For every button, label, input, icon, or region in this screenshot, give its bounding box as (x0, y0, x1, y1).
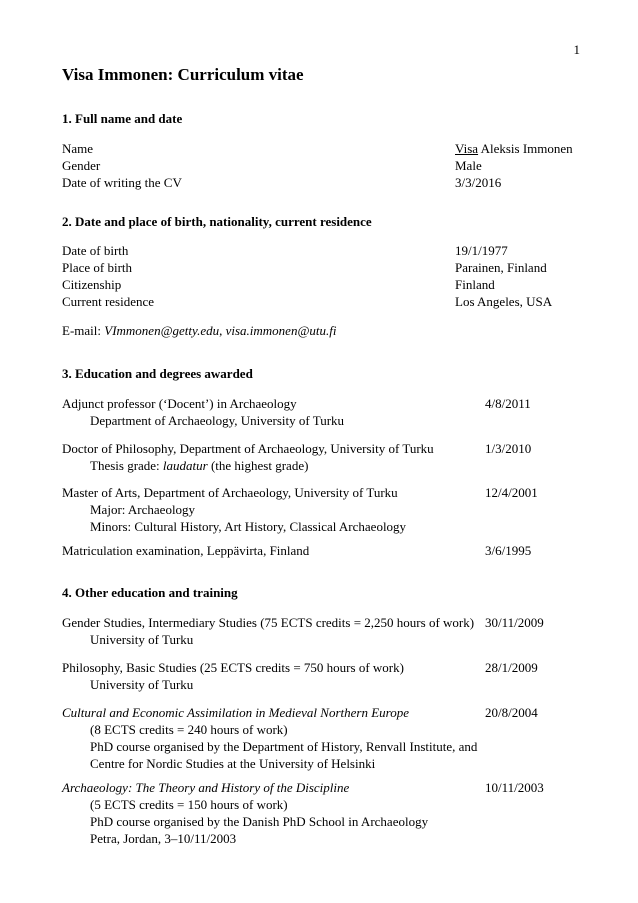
entry-title: Doctor of Philosophy, Department of Archaeology, University of Turku (62, 441, 434, 456)
field-row-birth-place (62, 259, 582, 276)
field-value: Parainen, Finland (455, 260, 547, 275)
entry-title-row (62, 779, 582, 796)
entry-detail-row (62, 813, 582, 830)
name-first-underlined: Visa (455, 141, 479, 156)
email-line (62, 322, 337, 339)
entry-detail: Minors: Cultural History, Art History, Classical Archaeology (90, 519, 407, 534)
entry-detail: PhD course organised by the Department of History, Renvall Institute, and (90, 739, 478, 754)
field-value: Finland (455, 277, 495, 292)
email-separator: , (219, 323, 226, 338)
entry-title: Adjunct professor (‘Docent’) in Archaeology (62, 396, 297, 411)
section-heading-full-name: 1. Full name and date (62, 111, 183, 126)
thesis-grade-value: laudatur (162, 458, 208, 473)
entry-date: 3/6/1995 (485, 543, 532, 558)
entry-detail-row (62, 518, 582, 535)
entry-detail: University of Turku (90, 632, 194, 647)
entry-title-row (62, 659, 582, 676)
field-value (455, 140, 573, 157)
section-heading-other-education: 4. Other education and training (62, 585, 238, 600)
entry-title-row (62, 484, 582, 501)
section-heading-birth: 2. Date and place of birth, nationality, current residence (62, 214, 372, 229)
field-label: Citizenship (62, 277, 122, 292)
field-row-birth-date (62, 242, 582, 259)
entry-detail-row (62, 796, 582, 813)
document-title: Visa Immonen: Curriculum vitae (62, 65, 304, 84)
field-label: Current residence (62, 294, 155, 309)
entry-detail-row (62, 501, 582, 518)
entry-detail (90, 457, 308, 474)
entry-detail-row (62, 738, 582, 755)
entry-detail-row (62, 676, 582, 693)
entry-title-row (62, 704, 582, 721)
entry-detail: (8 ECTS credits = 240 hours of work) (90, 722, 288, 737)
entry-title: Matriculation examination, Leppävirta, Finland (62, 543, 310, 558)
field-value: 3/3/2016 (455, 175, 502, 190)
thesis-grade-prefix: Thesis grade: (90, 458, 163, 473)
field-value: 19/1/1977 (455, 243, 508, 258)
field-label: Place of birth (62, 260, 133, 275)
entry-detail: (5 ECTS credits = 150 hours of work) (90, 797, 288, 812)
field-row-citizenship (62, 276, 582, 293)
entry-title: Master of Arts, Department of Archaeology, University of Turku (62, 485, 398, 500)
field-label: Date of birth (62, 243, 129, 258)
entry-detail: University of Turku (90, 677, 194, 692)
entry-title: Gender Studies, Intermediary Studies (75 ECTS credits = 2,250 hours of work) (62, 615, 475, 630)
entry-detail: Petra, Jordan, 3–10/11/2003 (90, 831, 237, 846)
page-number: 1 (573, 42, 580, 57)
entry-date: 30/11/2009 (485, 615, 544, 630)
entry-detail-row (62, 412, 582, 429)
entry-title: Cultural and Economic Assimilation in Medieval Northern Europe (62, 705, 410, 720)
entry-date: 10/11/2003 (485, 780, 544, 795)
field-label: Gender (62, 158, 101, 173)
entry-date: 20/8/2004 (485, 705, 538, 720)
field-row-name (62, 140, 582, 157)
entry-detail: Department of Archaeology, University of Turku (90, 413, 345, 428)
entry-date: 4/8/2011 (485, 396, 531, 411)
entry-title: Philosophy, Basic Studies (25 ECTS credits = 750 hours of work) (62, 660, 404, 675)
entry-title-row (62, 614, 582, 631)
entry-detail: PhD course organised by the Danish PhD School in Archaeology (90, 814, 429, 829)
thesis-grade-suffix: (the highest grade) (207, 458, 309, 473)
field-row-residence (62, 293, 582, 310)
entry-detail-row (62, 721, 582, 738)
name-rest: Aleksis Immonen (478, 141, 573, 156)
entry-detail-row (62, 755, 582, 772)
entry-date: 12/4/2001 (485, 485, 538, 500)
field-value: Male (455, 158, 482, 173)
entry-detail-row (62, 631, 582, 648)
entry-date: 28/1/2009 (485, 660, 538, 675)
email-label: E-mail: (62, 323, 105, 338)
field-row-gender (62, 157, 582, 174)
entry-title-row (62, 395, 582, 412)
entry-detail-row (62, 457, 582, 474)
field-label: Name (62, 141, 94, 156)
entry-detail-row (62, 830, 582, 847)
entry-date: 1/3/2010 (485, 441, 532, 456)
email-address-utu[interactable]: visa.immonen@utu.fi (225, 323, 337, 338)
field-label: Date of writing the CV (62, 175, 182, 190)
entry-detail: Major: Archaeology (90, 502, 196, 517)
field-value: Los Angeles, USA (455, 294, 553, 309)
email-address-getty[interactable]: VImmonen@getty.edu (104, 323, 220, 338)
section-heading-education: 3. Education and degrees awarded (62, 366, 253, 381)
entry-detail: Centre for Nordic Studies at the University of Helsinki (90, 756, 376, 771)
entry-title-row (62, 542, 582, 559)
field-row-cv-date (62, 174, 582, 191)
entry-title-row (62, 440, 582, 457)
entry-title: Archaeology: The Theory and History of the Discipline (62, 780, 350, 795)
